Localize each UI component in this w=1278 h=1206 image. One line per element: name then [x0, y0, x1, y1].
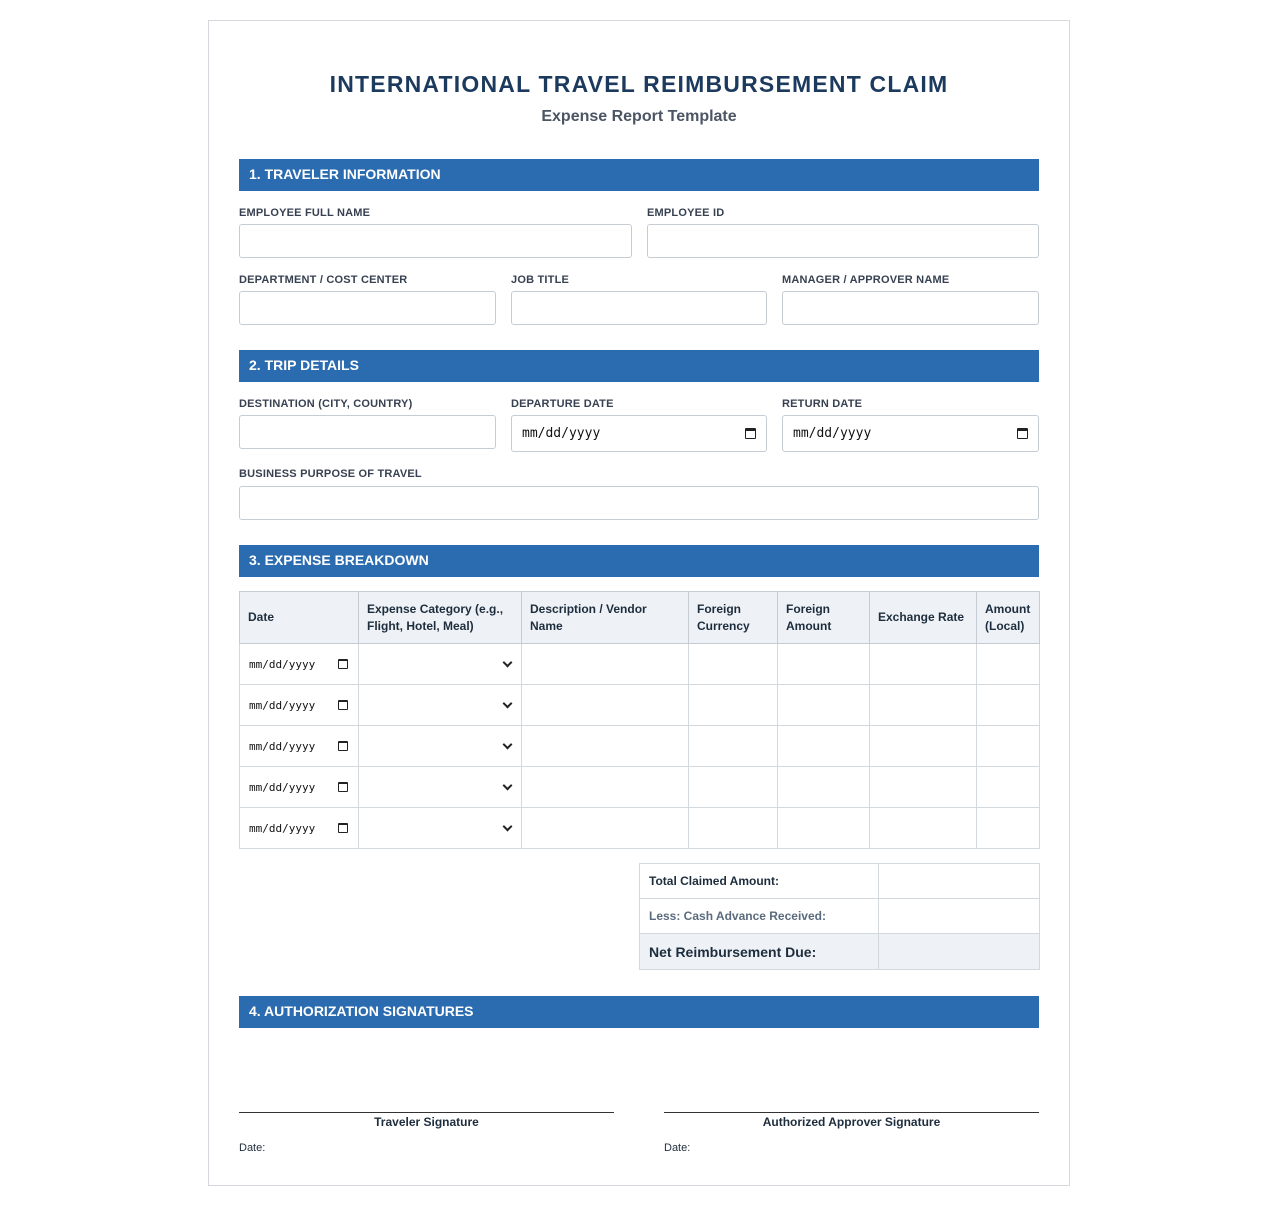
date-value: mm/dd/yyyy [249, 698, 316, 712]
departure-date-field[interactable] [511, 415, 767, 452]
traveler-signature-caption: Traveler Signature [374, 1115, 479, 1129]
date-value: mm/dd/yyyy [249, 821, 316, 835]
employee-name-label: EMPLOYEE FULL NAME [239, 207, 371, 219]
department-field[interactable] [239, 291, 496, 325]
totals-table [639, 863, 1040, 970]
amount-local-cell[interactable] [977, 685, 1040, 726]
return-date-label: RETURN DATE [782, 398, 863, 410]
amount-local-cell[interactable] [977, 808, 1040, 849]
date-cell[interactable] [240, 767, 359, 808]
calendar-icon[interactable] [338, 823, 348, 833]
amount-local-cell[interactable] [977, 767, 1040, 808]
section-heading-expenses: 3. EXPENSE BREAKDOWN [239, 545, 1039, 577]
chevron-down-icon [503, 780, 513, 790]
destination-field[interactable] [239, 415, 496, 449]
date-cell[interactable] [240, 726, 359, 767]
calendar-icon[interactable] [1017, 428, 1028, 439]
employee-id-label: EMPLOYEE ID [647, 207, 725, 219]
col-header-foreign-amount: Foreign Amount [778, 592, 870, 644]
job-title-label: JOB TITLE [511, 274, 570, 286]
table-row [240, 767, 1040, 808]
col-header-foreign-currency: Foreign Currency [689, 592, 778, 644]
calendar-icon[interactable] [338, 741, 348, 751]
foreign-currency-cell[interactable] [689, 808, 778, 849]
approver-signature-line[interactable] [664, 1112, 1039, 1113]
amount-local-cell[interactable] [977, 644, 1040, 685]
departure-date-label: DEPARTURE DATE [511, 398, 614, 410]
chevron-down-icon [503, 657, 513, 667]
total-claimed-field[interactable] [879, 864, 1040, 899]
return-date-value: mm/dd/yyyy [793, 426, 872, 441]
employee-id-field[interactable] [647, 224, 1039, 258]
foreign-currency-cell[interactable] [689, 644, 778, 685]
table-row [240, 644, 1040, 685]
total-row [640, 864, 1040, 899]
foreign-currency-cell[interactable] [689, 726, 778, 767]
advance-row [640, 899, 1040, 934]
destination-label: DESTINATION (CITY, COUNTRY) [239, 398, 413, 410]
total-claimed-label: Total Claimed Amount: [640, 864, 879, 899]
exchange-rate-cell[interactable] [870, 726, 977, 767]
date-cell[interactable] [240, 644, 359, 685]
table-row [240, 726, 1040, 767]
foreign-currency-cell[interactable] [689, 767, 778, 808]
approver-signature-caption: Authorized Approver Signature [762, 1115, 941, 1129]
category-select[interactable] [359, 808, 522, 849]
calendar-icon[interactable] [338, 782, 348, 792]
col-header-amount-local: Amount (Local) [977, 592, 1040, 644]
category-select[interactable] [359, 644, 522, 685]
cash-advance-field[interactable] [879, 899, 1040, 934]
amount-local-cell[interactable] [977, 726, 1040, 767]
page-subtitle: Expense Report Template [541, 108, 737, 125]
date-cell[interactable] [240, 685, 359, 726]
description-cell[interactable] [522, 808, 689, 849]
return-date-field[interactable] [782, 415, 1039, 452]
net-reimbursement-field[interactable] [879, 934, 1040, 970]
foreign-amount-cell[interactable] [778, 726, 870, 767]
col-header-description: Description / Vendor Name [522, 592, 689, 644]
page-title: INTERNATIONAL TRAVEL REIMBURSEMENT CLAIM [329, 71, 949, 97]
category-select[interactable] [359, 685, 522, 726]
col-header-exchange-rate: Exchange Rate [870, 592, 977, 644]
calendar-icon[interactable] [338, 659, 348, 669]
foreign-currency-cell[interactable] [689, 685, 778, 726]
description-cell[interactable] [522, 644, 689, 685]
employee-name-field[interactable] [239, 224, 632, 258]
exchange-rate-cell[interactable] [870, 767, 977, 808]
exchange-rate-cell[interactable] [870, 685, 977, 726]
table-row [240, 685, 1040, 726]
traveler-date-label: Date: [239, 1142, 266, 1154]
date-cell[interactable] [240, 808, 359, 849]
date-value: mm/dd/yyyy [249, 739, 316, 753]
job-title-field[interactable] [511, 291, 767, 325]
chevron-down-icon [503, 698, 513, 708]
description-cell[interactable] [522, 726, 689, 767]
date-value: mm/dd/yyyy [249, 780, 316, 794]
purpose-field[interactable] [239, 486, 1039, 520]
exchange-rate-cell[interactable] [870, 644, 977, 685]
expense-header-row [240, 592, 1040, 644]
category-select[interactable] [359, 767, 522, 808]
date-value: mm/dd/yyyy [249, 657, 316, 671]
chevron-down-icon [503, 821, 513, 831]
section-heading-traveler: 1. TRAVELER INFORMATION [239, 159, 1039, 191]
section-heading-trip: 2. TRIP DETAILS [239, 350, 1039, 382]
net-row [640, 934, 1040, 970]
section-heading-signatures: 4. AUTHORIZATION SIGNATURES [239, 996, 1039, 1028]
traveler-signature-line[interactable] [239, 1112, 614, 1113]
description-cell[interactable] [522, 767, 689, 808]
foreign-amount-cell[interactable] [778, 767, 870, 808]
foreign-amount-cell[interactable] [778, 808, 870, 849]
departure-date-value: mm/dd/yyyy [522, 426, 601, 441]
table-row [240, 808, 1040, 849]
department-label: DEPARTMENT / COST CENTER [239, 274, 408, 286]
calendar-icon[interactable] [745, 428, 756, 439]
net-reimbursement-label: Net Reimbursement Due: [640, 934, 879, 970]
form-page [208, 20, 1070, 1186]
calendar-icon[interactable] [338, 700, 348, 710]
cash-advance-label: Less: Cash Advance Received: [640, 899, 879, 934]
col-header-date: Date [240, 592, 359, 644]
chevron-down-icon [503, 739, 513, 749]
expense-table [239, 591, 1040, 849]
foreign-amount-cell[interactable] [778, 685, 870, 726]
manager-label: MANAGER / APPROVER NAME [782, 274, 950, 286]
category-select[interactable] [359, 726, 522, 767]
exchange-rate-cell[interactable] [870, 808, 977, 849]
description-cell[interactable] [522, 685, 689, 726]
foreign-amount-cell[interactable] [778, 644, 870, 685]
manager-field[interactable] [782, 291, 1039, 325]
approver-date-label: Date: [664, 1142, 691, 1154]
purpose-label: BUSINESS PURPOSE OF TRAVEL [239, 468, 422, 480]
col-header-category: Expense Category (e.g., Flight, Hotel, Meal) [359, 592, 522, 644]
